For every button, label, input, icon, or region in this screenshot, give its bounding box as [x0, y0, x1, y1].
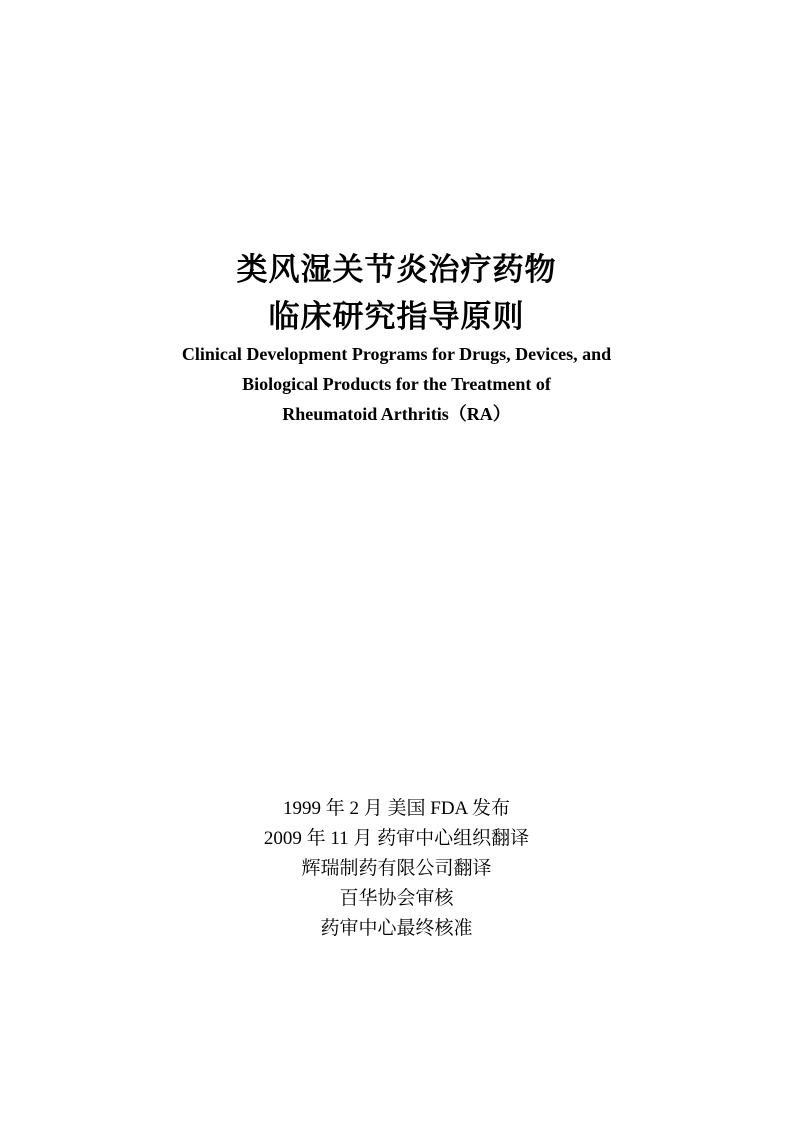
title-zh-line-2: 临床研究指导原则 [268, 299, 525, 335]
credit-translator-line: 辉瑞制药有限公司翻译 [301, 858, 492, 879]
title-en-line-2: Biological Products for the Treatment of [242, 374, 551, 394]
credit-publish-line: 1999 年 2 月 美国 FDA 发布 [283, 798, 510, 819]
credit-approval-line: 药审中心最终核准 [320, 918, 473, 939]
credit-translation-organized-line: 2009 年 11 月 药审中心组织翻译 [263, 828, 530, 849]
title-en-line-3: Rheumatoid Arthritis（RA） [282, 404, 511, 424]
title-en-line-1: Clinical Development Programs for Drugs, Devices, and [181, 344, 612, 364]
credit-review-line: 百华协会审核 [339, 888, 454, 909]
title-zh-line-1: 类风湿关节炎治疗药物 [236, 252, 557, 288]
